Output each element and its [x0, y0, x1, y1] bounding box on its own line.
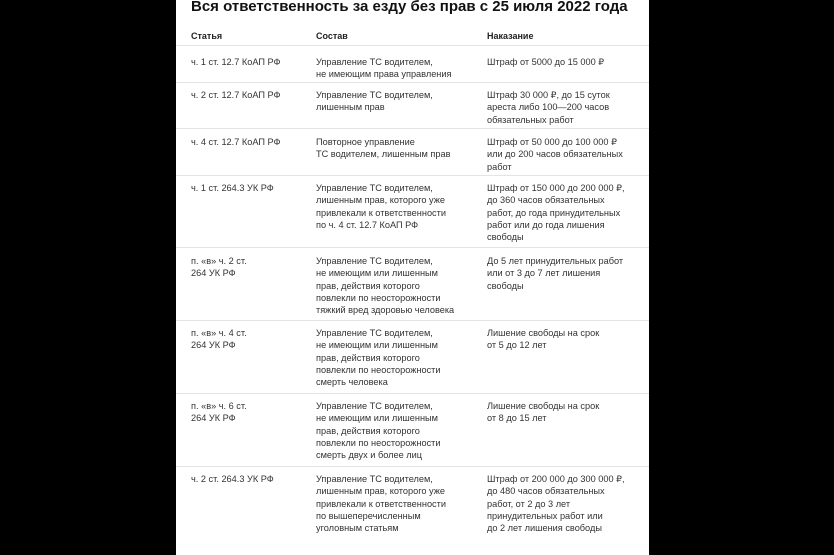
- penalty-line: Штраф от 200 000 до 300 000 ₽,: [487, 474, 625, 484]
- row-6-offense: [316, 327, 478, 388]
- row-divider: [176, 175, 649, 176]
- offense-line: Управление ТС водителем,: [316, 401, 433, 411]
- penalty-line: работ, от 2 до 3 лет: [487, 498, 571, 509]
- article-line: ч. 2 ст. 264.3 УК РФ: [191, 474, 274, 484]
- offense-line: лишенным прав: [316, 102, 385, 113]
- penalty-line: Штраф от 5000 до 15 000 ₽: [487, 57, 605, 67]
- document-page: [176, 0, 649, 555]
- row-7-article: [191, 400, 309, 425]
- article-line: п. «в» ч. 4 ст.: [191, 328, 247, 338]
- table-title: Вся ответственность за езду без прав с 25 июля 2022 года: [191, 0, 628, 15]
- column-header-penalty: Наказание: [487, 31, 534, 41]
- penalty-line: или до 200 часов обязательных: [487, 149, 623, 160]
- offense-line: по ч. 4 ст. 12.7 КоАП РФ: [316, 219, 419, 230]
- row-1-article: [191, 56, 309, 68]
- article-line: 264 УК РФ: [191, 340, 236, 351]
- offense-line: по вышеперечисленным: [316, 510, 421, 521]
- penalty-line: работ: [487, 161, 512, 172]
- row-7-offense: [316, 400, 478, 461]
- article-line: ч. 1 ст. 12.7 КоАП РФ: [191, 57, 281, 67]
- row-4-penalty: [487, 182, 647, 243]
- penalty-line: свободы: [487, 280, 524, 291]
- offense-line: смерть человека: [316, 377, 388, 388]
- offense-line: не имеющим или лишенным: [316, 340, 438, 351]
- offense-line: не имеющим или лишенным: [316, 268, 438, 279]
- penalty-line: Штраф от 150 000 до 200 000 ₽,: [487, 183, 625, 193]
- row-5-offense: [316, 255, 478, 316]
- row-8-penalty: [487, 473, 647, 534]
- row-divider: [176, 466, 649, 467]
- penalty-line: Штраф 30 000 ₽, до 15 суток: [487, 90, 610, 100]
- offense-line: не имеющим права управления: [316, 69, 452, 80]
- offense-line: прав, действия которого: [316, 280, 420, 291]
- row-5-article: [191, 255, 309, 280]
- column-header-offense: Состав: [316, 31, 348, 41]
- offense-line: Управление ТС водителем,: [316, 474, 433, 484]
- offense-line: лишенным прав, которого уже: [316, 486, 446, 497]
- penalty-line: от 5 до 12 лет: [487, 340, 547, 351]
- penalty-line: Штраф от 50 000 до 100 000 ₽: [487, 137, 617, 147]
- row-divider: [176, 82, 649, 83]
- penalty-line: принудительных работ или: [487, 510, 603, 521]
- penalty-line: или от 3 до 7 лет лишения: [487, 268, 601, 279]
- article-line: п. «в» ч. 2 ст.: [191, 256, 247, 266]
- article-line: 264 УК РФ: [191, 413, 236, 424]
- article-line: ч. 4 ст. 12.7 КоАП РФ: [191, 137, 281, 147]
- offense-line: повлекли по неосторожности: [316, 364, 441, 375]
- row-3-article: [191, 136, 309, 148]
- row-6-penalty: [487, 327, 647, 352]
- row-2-penalty: [487, 89, 647, 126]
- penalty-line: до 360 часов обязательных: [487, 195, 605, 206]
- penalty-line: Лишение свободы на срок: [487, 401, 600, 411]
- offense-line: Управление ТС водителем,: [316, 90, 433, 100]
- row-8-offense: [316, 473, 478, 534]
- header-divider: [176, 45, 649, 46]
- offense-line: Управление ТС водителем,: [316, 57, 433, 67]
- penalty-line: обязательных работ: [487, 114, 574, 125]
- row-divider: [176, 393, 649, 394]
- offense-line: не имеющим или лишенным: [316, 413, 438, 424]
- article-line: ч. 2 ст. 12.7 КоАП РФ: [191, 90, 281, 100]
- offense-line: Управление ТС водителем,: [316, 183, 433, 193]
- row-divider: [176, 128, 649, 129]
- article-line: п. «в» ч. 6 ст.: [191, 401, 247, 411]
- row-4-offense: [316, 182, 478, 231]
- row-8-article: [191, 473, 309, 485]
- row-5-penalty: [487, 255, 647, 292]
- penalty-line: от 8 до 15 лет: [487, 413, 547, 424]
- penalty-line: свободы: [487, 232, 524, 243]
- column-header-article: Статья: [191, 31, 223, 41]
- offense-line: смерть двух и более лиц: [316, 450, 422, 461]
- penalty-line: ареста либо 100—200 часов: [487, 102, 610, 113]
- offense-line: тяжкий вред здоровью человека: [316, 305, 455, 316]
- penalty-line: работ, до года принудительных: [487, 207, 621, 218]
- offense-line: Управление ТС водителем,: [316, 256, 433, 266]
- penalty-line: До 5 лет принудительных работ: [487, 256, 624, 266]
- row-3-penalty: [487, 136, 647, 173]
- offense-line: ТС водителем, лишенным прав: [316, 149, 451, 160]
- offense-line: прав, действия которого: [316, 352, 420, 363]
- row-2-article: [191, 89, 309, 101]
- offense-line: уголовным статьям: [316, 523, 399, 534]
- offense-line: привлекали к ответственности: [316, 207, 446, 218]
- penalty-line: работ или до года лишения: [487, 219, 605, 230]
- article-line: 264 УК РФ: [191, 268, 236, 279]
- article-line: ч. 1 ст. 264.3 УК РФ: [191, 183, 274, 193]
- offense-line: Управление ТС водителем,: [316, 328, 433, 338]
- row-6-article: [191, 327, 309, 352]
- offense-line: привлекали к ответственности: [316, 498, 446, 509]
- row-3-offense: [316, 136, 478, 161]
- row-divider: [176, 320, 649, 321]
- row-divider: [176, 247, 649, 248]
- offense-line: повлекли по неосторожности: [316, 292, 441, 303]
- penalty-line: до 2 лет лишения свободы: [487, 523, 602, 534]
- offense-line: Повторное управление: [316, 137, 415, 147]
- row-2-offense: [316, 89, 478, 114]
- penalty-line: Лишение свободы на срок: [487, 328, 600, 338]
- penalty-line: до 480 часов обязательных: [487, 486, 605, 497]
- offense-line: повлекли по неосторожности: [316, 437, 441, 448]
- row-4-article: [191, 182, 309, 194]
- row-1-offense: [316, 56, 478, 81]
- row-1-penalty: [487, 56, 647, 68]
- offense-line: прав, действия которого: [316, 425, 420, 436]
- row-7-penalty: [487, 400, 647, 425]
- offense-line: лишенным прав, которого уже: [316, 195, 446, 206]
